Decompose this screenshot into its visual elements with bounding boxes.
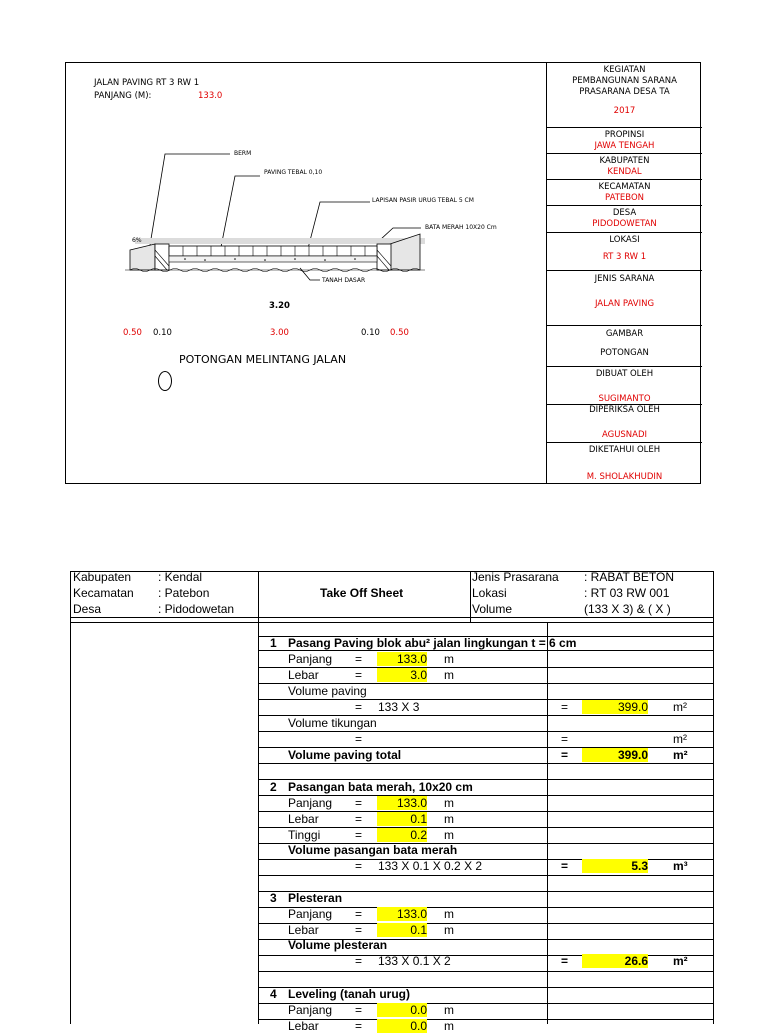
item3-lebar-label: Lebar: [288, 923, 319, 937]
item1-title: Pasang Paving blok abu² jalan lingkungan t = 6 cm: [288, 636, 577, 650]
item2-panjang-label: Panjang: [288, 796, 333, 810]
kegiatan-line2: PEMBANGUNAN SARANA: [572, 76, 677, 86]
eq-sign: =: [355, 907, 363, 921]
desa-value: PIDODOWETAN: [592, 219, 657, 229]
item1-no: 1: [270, 636, 277, 650]
unit-m2: m²: [673, 732, 687, 746]
brick-annotation: BATA MERAH 10X20 Cm: [425, 224, 497, 231]
hdr-desa-value: : Pidodowetan: [158, 602, 235, 616]
eq-sign: =: [355, 828, 363, 842]
jenis-value: JALAN PAVING: [594, 299, 655, 309]
paving-annotation: PAVING TEBAL 0,10: [264, 169, 323, 176]
item1-lebar-value: 3.0: [377, 668, 427, 682]
eq-sign: =: [355, 954, 363, 968]
eq-sign: =: [561, 748, 569, 762]
hdr-jenis-value: : RABAT BETON: [584, 570, 675, 584]
unit-m: m: [444, 1003, 454, 1017]
item2-panjang-value: 133.0: [377, 796, 427, 810]
item3-value: 26.6: [582, 954, 648, 968]
item4-panjang-value: 0.0: [377, 1003, 427, 1017]
item1-vol-paving-label: Volume paving: [288, 684, 367, 698]
unit-m: m: [444, 668, 454, 682]
item3-panjang-value: 133.0: [377, 907, 427, 921]
unit-m: m: [444, 812, 454, 826]
eq-sign: =: [561, 700, 569, 714]
item1-vol-paving-formula: 133 X 3: [378, 700, 420, 714]
slope-annotation: 6%: [132, 237, 142, 244]
ground-annotation: TANAH DASAR: [322, 277, 366, 284]
total-width: 3.20: [269, 301, 290, 311]
kegiatan-label: KEGIATAN: [603, 65, 646, 75]
item3-lebar-value: 0.1: [377, 923, 427, 937]
sand-annotation: LAPISAN PASIR URUG TEBAL 5 CM: [372, 197, 474, 204]
unit-m: m: [444, 828, 454, 842]
hdr-desa-label: Desa: [73, 602, 102, 616]
dim-right-berm: 0.50: [390, 328, 409, 338]
eq-sign: =: [355, 1019, 363, 1033]
item1-panjang-label: Panjang: [288, 652, 333, 666]
eq-sign: =: [355, 859, 363, 873]
desa-label: DESA: [612, 208, 637, 218]
hdr-volume-label: Volume: [472, 602, 513, 616]
item3-formula: 133 X 0.1 X 2: [378, 954, 451, 968]
propinsi-label: PROPINSI: [604, 130, 645, 140]
item2-title: Pasangan bata merah, 10x20 cm: [288, 780, 473, 794]
item1-vol-total-value: 399.0: [582, 748, 648, 762]
unit-m: m: [444, 652, 454, 666]
item2-lebar-label: Lebar: [288, 812, 319, 826]
item3-no: 3: [270, 891, 277, 905]
kegiatan-line3: PRASARANA DESA TA: [579, 87, 670, 97]
hdr-kabupaten-value: : Kendal: [158, 570, 203, 584]
eq-sign: =: [355, 796, 363, 810]
diketahui-label: DIKETAHUI OLEH: [588, 445, 661, 455]
item2-vol-label: Volume pasangan bata merah: [288, 843, 458, 857]
item2-tinggi-value: 0.2: [377, 828, 427, 842]
unit-m2: m²: [673, 700, 687, 714]
dibuat-value: SUGIMANTO: [598, 394, 651, 404]
item2-lebar-value: 0.1: [377, 812, 427, 826]
eq-sign: =: [355, 1003, 363, 1017]
propinsi-value: JAWA TENGAH: [594, 141, 655, 151]
hdr-kecamatan-label: Kecamatan: [73, 586, 134, 600]
hdr-lokasi-label: Lokasi: [472, 586, 507, 600]
dim-left-berm: 0.50: [123, 328, 142, 338]
kabupaten-value: KENDAL: [607, 167, 642, 177]
length-label: PANJANG (M):: [94, 91, 152, 101]
kegiatan-year: 2017: [613, 106, 636, 116]
unit-m2: m²: [673, 748, 688, 762]
berm-annotation: BERM: [234, 150, 252, 157]
item1-vol-paving-value: 399.0: [582, 700, 648, 714]
kecamatan-label: KECAMATAN: [598, 182, 651, 192]
diketahui-value: M. SHOLAKHUDIN: [586, 472, 663, 482]
eq-sign: =: [355, 732, 363, 746]
unit-m: m: [444, 1019, 454, 1033]
item2-formula: 133 X 0.1 X 0.2 X 2: [378, 859, 483, 873]
road-title: JALAN PAVING RT 3 RW 1: [94, 78, 200, 88]
item1-lebar-label: Lebar: [288, 668, 319, 682]
item4-title: Leveling (tanah urug): [288, 987, 411, 1001]
drawing-caption: POTONGAN MELINTANG JALAN: [179, 353, 347, 366]
item3-panjang-label: Panjang: [288, 907, 333, 921]
dim-right-curb: 0.10: [361, 328, 380, 338]
unit-m: m: [444, 796, 454, 810]
dim-road: 3.00: [270, 328, 289, 338]
kabupaten-label: KABUPATEN: [599, 156, 650, 166]
hdr-lokasi-value: : RT 03 RW 001: [584, 586, 670, 600]
item4-no: 4: [270, 987, 277, 1001]
item2-no: 2: [270, 780, 277, 794]
length-value: 133.0: [198, 91, 223, 101]
gambar-value: POTONGAN: [600, 348, 649, 358]
hdr-kecamatan-value: : Patebon: [158, 586, 210, 600]
eq-sign: =: [561, 732, 569, 746]
eq-sign: =: [561, 859, 569, 873]
jenis-label: JENIS SARANA: [594, 274, 655, 284]
item1-panjang-value: 133.0: [377, 652, 427, 666]
dibuat-label: DIBUAT OLEH: [595, 369, 654, 379]
item3-title: Plesteran: [288, 891, 343, 905]
unit-m: m: [444, 907, 454, 921]
lokasi-label: LOKASI: [609, 235, 640, 245]
unit-m3: m³: [673, 859, 688, 873]
lokasi-value: RT 3 RW 1: [602, 252, 647, 262]
diperiksa-value: AGUSNADI: [601, 430, 648, 440]
item1-vol-total-label: Volume paving total: [288, 748, 402, 762]
item2-value: 5.3: [582, 859, 648, 873]
eq-sign: =: [355, 812, 363, 826]
item3-vol-label: Volume plesteran: [288, 938, 388, 952]
eq-sign: =: [355, 923, 363, 937]
item1-vol-tikungan-label: Volume tikungan: [288, 716, 377, 730]
eq-sign: =: [355, 700, 363, 714]
item4-lebar-label: Lebar: [288, 1019, 319, 1033]
gambar-label: GAMBAR: [605, 329, 644, 339]
eq-sign: =: [561, 954, 569, 968]
item4-panjang-label: Panjang: [288, 1003, 333, 1017]
eq-sign: =: [355, 668, 363, 682]
hdr-volume-value: (133 X 3) & ( X ): [584, 602, 671, 616]
item2-tinggi-label: Tinggi: [288, 828, 321, 842]
dim-left-curb: 0.10: [153, 328, 172, 338]
kecamatan-value: PATEBON: [604, 193, 645, 203]
hdr-jenis-label: Jenis Prasarana: [472, 570, 559, 584]
unit-m2: m²: [673, 954, 688, 968]
sheet-title: Take Off Sheet: [320, 586, 404, 600]
item4-lebar-value: 0.0: [377, 1019, 427, 1033]
hdr-kabupaten-label: Kabupaten: [73, 570, 132, 584]
eq-sign: =: [355, 652, 363, 666]
diperiksa-label: DIPERIKSA OLEH: [589, 405, 660, 415]
unit-m: m: [444, 923, 454, 937]
